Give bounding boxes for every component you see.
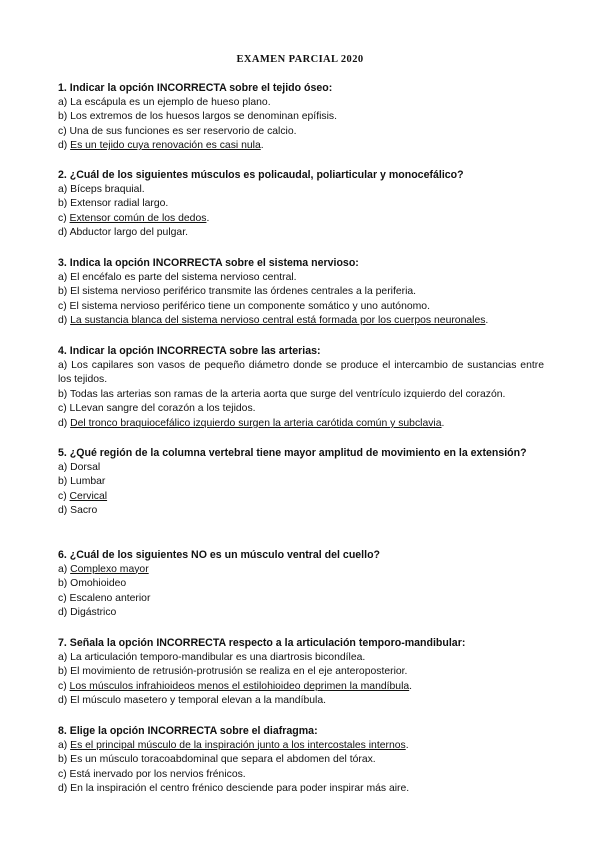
option-c: c) Una de sus funciones es ser reservorio de calcio. (58, 125, 297, 137)
question-2 (58, 168, 544, 241)
option-a: a) La escápula es un ejemplo de hueso plano. (58, 96, 271, 108)
option-b: b) Es un músculo toracoabdominal que separa el abdomen del tórax. (58, 754, 376, 766)
option-b: b) El movimiento de retrusión-protrusión se realiza en el eje anteroposterior. (58, 666, 408, 678)
option-b: b) Los extremos de los huesos largos se denominan epífisis. (58, 111, 337, 123)
exam-title: EXAMEN PARCIAL 2020 (236, 54, 364, 65)
question-1 (58, 81, 544, 154)
question-5 (58, 446, 544, 519)
option-c: c) LLevan sangre del corazón a los tejidos. (58, 403, 256, 415)
question-8 (58, 724, 544, 797)
question-text: 6. ¿Cuál de los siguientes NO es un músculo ventral del cuello? (58, 549, 381, 561)
option-a-correct-answer: a) Es el principal músculo de la inspiración junto a los intercostales internos. (58, 739, 409, 751)
option-a: a) Los capilares son vasos de pequeño diámetro donde se produce el intercambio de sustancias entre los tejidos. (58, 359, 544, 386)
option-b: b) Lumbar (58, 476, 106, 488)
question-text: 4. Indicar la opción INCORRECTA sobre las arterias: (58, 345, 321, 357)
option-c: c) Escaleno anterior (58, 592, 151, 604)
option-b: b) El sistema nervioso periférico transmite las órdenes centrales a la periferia. (58, 286, 417, 298)
question-7 (58, 636, 544, 709)
question-text: 7. Señala la opción INCORRECTA respecto a la articulación temporo-mandibular: (58, 637, 466, 649)
option-d: d) El músculo masetero y temporal elevan a la mandíbula. (58, 695, 326, 707)
option-d: d) Sacro (58, 505, 98, 517)
question-3 (58, 256, 544, 329)
question-text: 2. ¿Cuál de los siguientes músculos es policaudal, poliarticular y monocefálico? (58, 169, 464, 181)
question-4 (58, 344, 544, 431)
option-a: a) El encéfalo es parte del sistema nervioso central. (58, 271, 297, 283)
option-c-correct-answer: c) Extensor común de los dedos. (58, 212, 210, 224)
option-d-correct-answer: d) La sustancia blanca del sistema nervioso central está formada por los cuerpos neuronales. (58, 315, 489, 327)
question-text: 1. Indicar la opción INCORRECTA sobre el tejido óseo: (58, 82, 333, 94)
option-c-correct-answer: c) Los músculos infrahioideos menos el estilohioideo deprimen la mandíbula. (58, 680, 413, 692)
question-text: 3. Indica la opción INCORRECTA sobre el sistema nervioso: (58, 257, 359, 269)
option-d: d) Digástrico (58, 607, 117, 619)
option-d: d) Abductor largo del pulgar. (58, 227, 188, 239)
option-d-correct-answer: d) Es un tejido cuya renovación es casi nula. (58, 140, 264, 152)
option-a: a) Dorsal (58, 461, 101, 473)
option-b: b) Omohioideo (58, 578, 127, 590)
option-a: a) La articulación temporo-mandibular es una diartrosis bicondílea. (58, 651, 366, 663)
question-text: 8. Elige la opción INCORRECTA sobre el diafragma: (58, 725, 318, 737)
question-text: 5. ¿Qué región de la columna vertebral tiene mayor amplitud de movimiento en la extensión? (58, 447, 527, 459)
option-b: b) Todas las arterias son ramas de la arteria aorta que surge del ventrículo izquierdo del corazón. (58, 388, 506, 400)
option-c-correct-answer: c) Cervical (58, 490, 108, 502)
question-6 (58, 548, 544, 621)
option-d: d) En la inspiración el centro frénico desciende para poder inspirar más aire. (58, 783, 410, 795)
option-d-correct-answer: d) Del tronco braquiocefálico izquierdo surgen la arteria carótida común y subclavia. (58, 417, 445, 429)
option-a-correct-answer: a) Complexo mayor (58, 563, 149, 575)
option-c: c) Está inervado por los nervios frénicos. (58, 768, 246, 780)
option-c: c) El sistema nervioso periférico tiene un componente somático y uno autónomo. (58, 300, 430, 312)
option-b: b) Extensor radial largo. (58, 198, 169, 210)
option-a: a) Bíceps braquial. (58, 183, 145, 195)
